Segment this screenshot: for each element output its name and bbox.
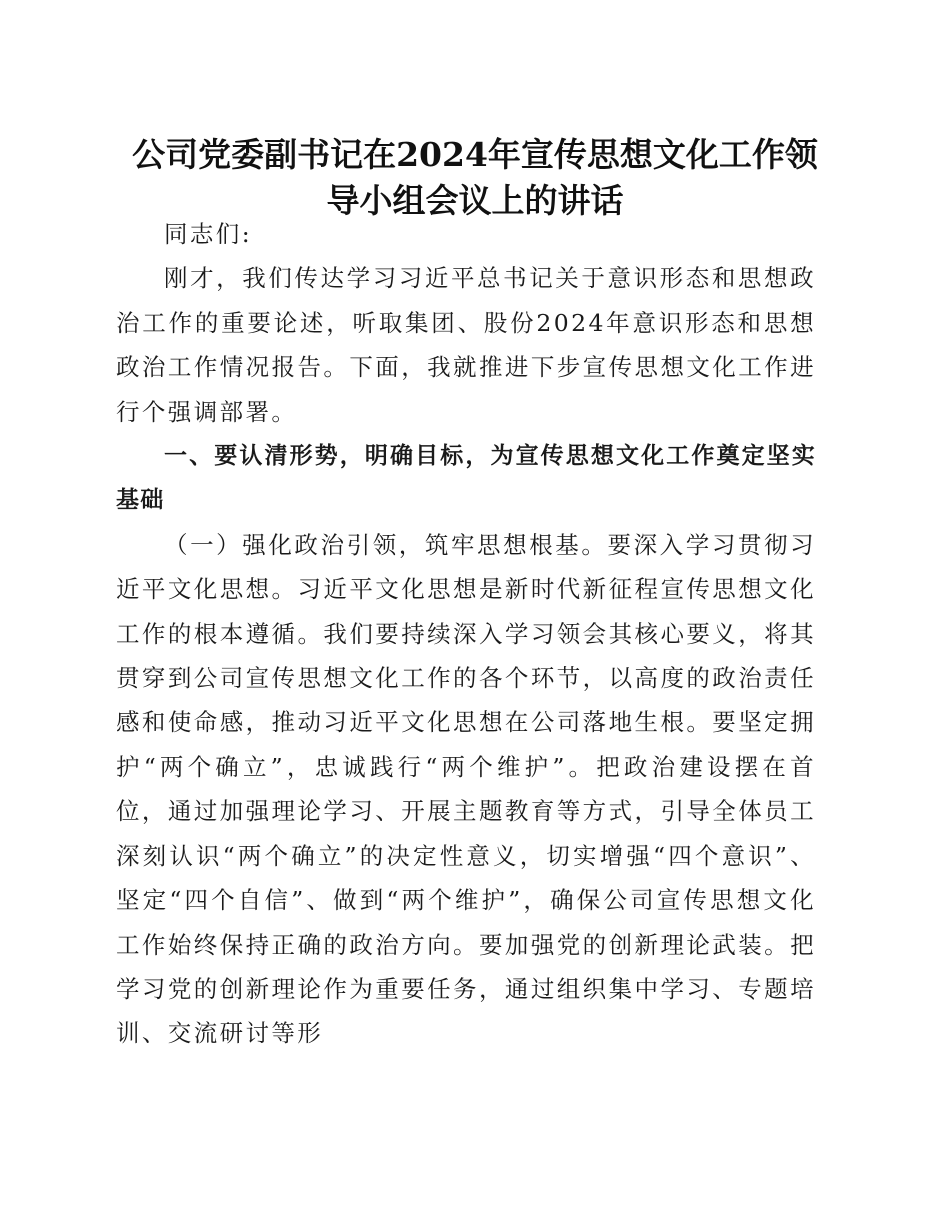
section-1-heading: 一、要认清形势，明确目标，为宣传思想文化工作奠定坚实基础: [116, 443, 816, 514]
title-line-2: 导小组会议上的讲话: [326, 181, 624, 220]
section-1-paragraph-1: （一）强化政治引领，筑牢思想根基。要深入学习贯彻习近平文化思想。习近平文化思想是新时代新征程宣传思想文化工作的根本遵循。我们要持续深入学习领会其核心要义，将其贯穿到公司宣传思想文化工作的各个环节，以高度的政治责任感和使命感，推动习近平文化思想在公司落地生根。要坚定拥护“两个确立”，忠诚践行“两个维护”。把政治建设摆在首位，通过加强理论学习、开展主题教育等方式，引导全体员工深刻认识“两个确立”的决定性意义，切实增强“四个意识”、坚定“四个自信”、做到“两个维护”，确保公司宣传思想文化工作始终保持正确的政治方向。要加强党的创新理论武装。把学习党的创新理论作为重要任务，通过组织集中学习、专题培训、交流研讨等形: [116, 530, 816, 1048]
document-body: [116, 212, 816, 1056]
document-title: [100, 132, 850, 224]
intro-paragraph: 刚才，我们传达学习习近平总书记关于意识形态和思想政治工作的重要论述，听取集团、股份2024年意识形态和思想政治工作情况报告。下面，我就推进下步宣传思想文化工作进行个强调部署。: [116, 264, 816, 426]
title-line-1: 公司党委副书记在2024年宣传思想文化工作领: [132, 135, 818, 174]
salutation: 同志们:: [164, 220, 253, 248]
